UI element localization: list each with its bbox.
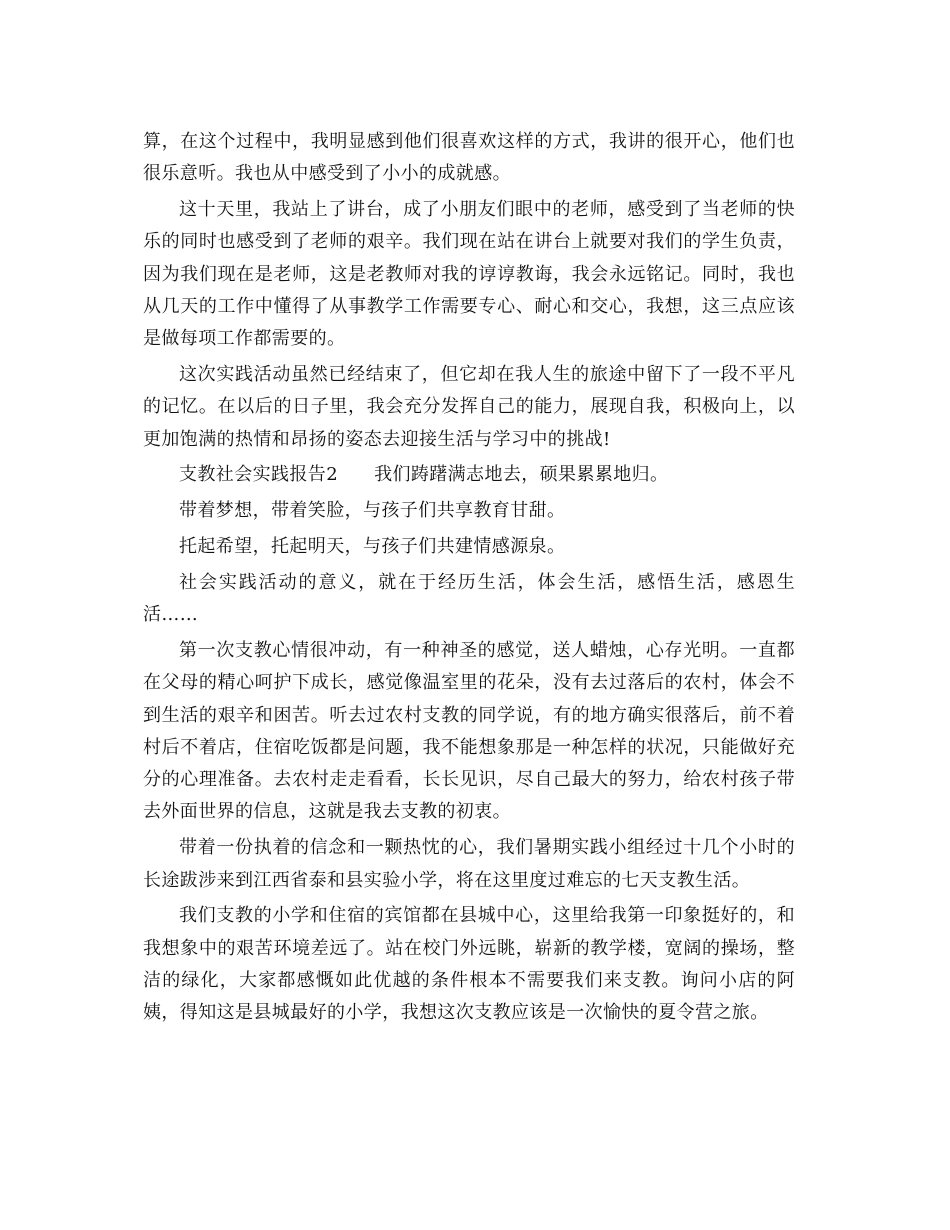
paragraph: 社会实践活动的意义，就在于经历生活，体会生活，感悟生活，感恩生活…… (143, 571, 795, 626)
document-body (143, 126, 795, 1033)
report-subtitle: 我们踌躇满志地去，硕果累累地归。 (374, 464, 669, 486)
paragraph: 这十天里，我站上了讲台，成了小朋友们眼中的老师，感受到了当老师的快乐的同时也感受到了老师的艰辛。我们现在站在讲台上就要对我们的学生负责，因为我们现在是老师，这是老教师对我的谆谆教诲，我会永远铭记。同时，我也从几天的工作中懂得了从事教学工作需要专心、耐心和交心，我想，这三点应该是做每项工作都需要的。 (143, 199, 795, 350)
paragraph: 这次实践活动虽然已经结束了，但它却在我人生的旅途中留下了一段不平凡的记忆。在以后的日子里，我会充分发挥自己的能力，展现自我，积极向上，以更加饱满的热情和昂扬的姿态去迎接生活与学习中的挑战! (143, 364, 795, 450)
paragraph: 第一次支教心情很冲动，有一种神圣的感觉，送人蜡烛，心存光明。一直都在父母的精心呵护下成长，感觉像温室里的花朵，没有去过落后的农村，体会不到生活的艰辛和困苦。听去过农村支教的同学说，有的地方确实很落后，前不着村后不着店，住宿吃饭都是问题，我不能想象那是一种怎样的状况，只能做好充分的心理准备。去农村走走看看，长长见识，尽自己最大的努力，给农村孩子带去外面世界的信息，这就是我去支教的初衷。 (143, 639, 795, 823)
report-title: 支教社会实践报告2 (179, 464, 339, 486)
paragraph: 算，在这个过程中，我明显感到他们很喜欢这样的方式，我讲的很开心，他们也很乐意听。我也从中感受到了小小的成就感。 (143, 131, 795, 185)
paragraph: 带着梦想，带着笑脸，与孩子们共享教育甘甜。 (179, 500, 566, 522)
report-heading-line (143, 459, 795, 491)
paragraph: 我们支教的小学和住宿的宾馆都在县城中心，这里给我第一印象挺好的，和我想象中的艰苦环境差远了。站在校门外远眺，崭新的教学楼，宽阔的操场，整洁的绿化，大家都感慨如此优越的条件根本不需要我们来支教。询问小店的阿姨，得知这是县城最好的小学，我想这次支教应该是一次愉快的夏令营之旅。 (143, 905, 795, 1024)
paragraph: 带着一份执着的信念和一颗热忱的心，我们暑期实践小组经过十几个小时的长途跋涉来到江西省泰和县实验小学，将在这里度过难忘的七天支教生活。 (143, 837, 795, 891)
paragraph: 托起希望，托起明天，与孩子们共建情感源泉。 (179, 536, 566, 558)
